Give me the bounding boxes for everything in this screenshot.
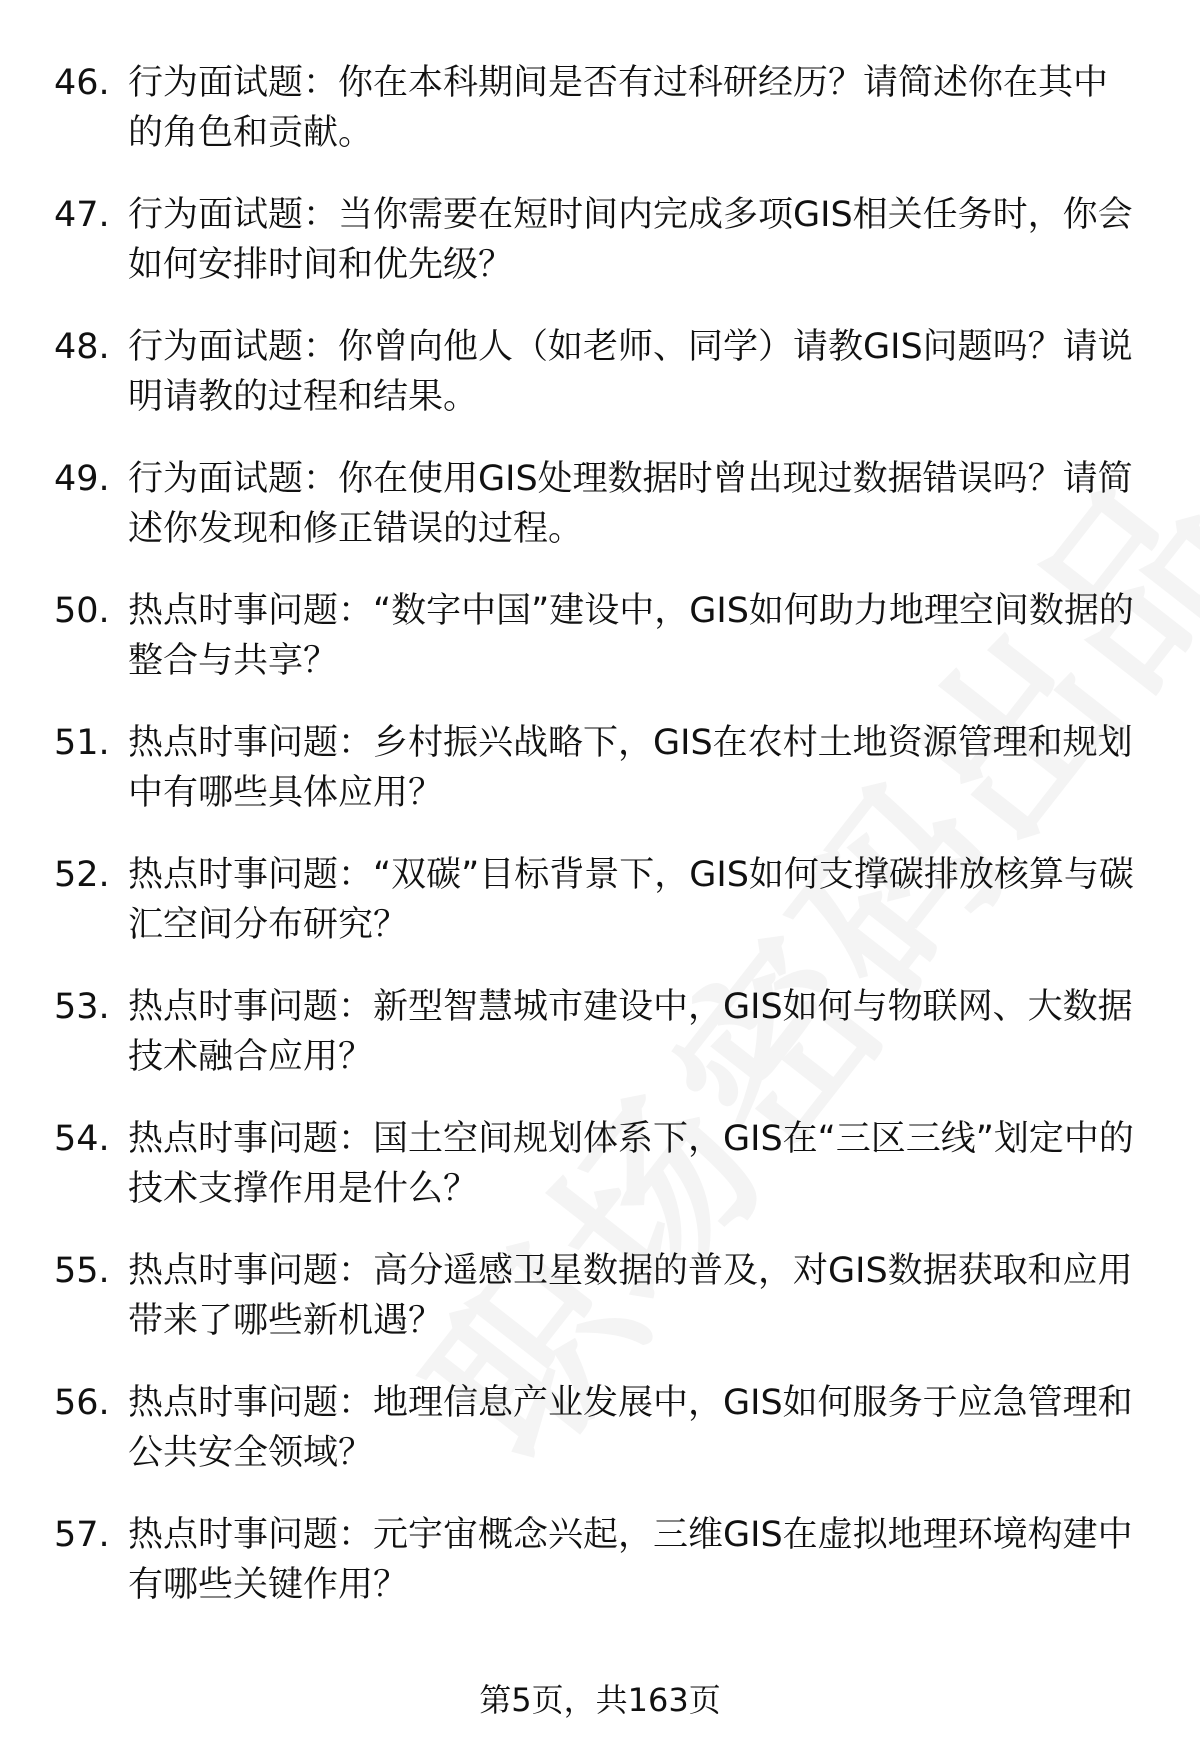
question-text: 热点时事问题：高分遥感卫星数据的普及，对GIS数据获取和应用带来了哪些新机遇？ bbox=[128, 1251, 1133, 1341]
question-text: 热点时事问题：国土空间规划体系下，GIS在“三区三线”划定中的技术支撑作用是什么？ bbox=[128, 1119, 1134, 1209]
question-text: 热点时事问题：乡村振兴战略下，GIS在农村土地资源管理和规划中有哪些具体应用？ bbox=[128, 723, 1133, 813]
question-text: 行为面试题：你在使用GIS处理数据时曾出现过数据错误吗？请简述你发现和修正错误的过程。 bbox=[128, 459, 1133, 549]
question-number: 48. bbox=[54, 327, 110, 367]
question-item-46 bbox=[0, 58, 1200, 190]
question-number: 50. bbox=[54, 591, 110, 631]
question-number: 51. bbox=[54, 723, 110, 763]
question-number: 52. bbox=[54, 855, 110, 895]
question-item-51 bbox=[0, 718, 1200, 850]
question-number: 53. bbox=[54, 987, 110, 1027]
question-text: 热点时事问题：“双碳”目标背景下，GIS如何支撑碳排放核算与碳汇空间分布研究？ bbox=[128, 855, 1134, 945]
question-number: 49. bbox=[54, 459, 110, 499]
question-text: 热点时事问题：地理信息产业发展中，GIS如何服务于应急管理和公共安全领域？ bbox=[128, 1383, 1133, 1473]
question-item-57 bbox=[0, 1510, 1200, 1642]
question-item-52 bbox=[0, 850, 1200, 982]
question-number: 46. bbox=[54, 63, 110, 103]
question-text: 热点时事问题：元宇宙概念兴起，三维GIS在虚拟地理环境构建中有哪些关键作用？ bbox=[128, 1515, 1133, 1605]
question-text: 热点时事问题：新型智慧城市建设中，GIS如何与物联网、大数据技术融合应用？ bbox=[128, 987, 1133, 1077]
question-text: 行为面试题：你曾向他人（如老师、同学）请教GIS问题吗？请说明请教的过程和结果。 bbox=[128, 327, 1133, 417]
question-item-54 bbox=[0, 1114, 1200, 1246]
question-item-53 bbox=[0, 982, 1200, 1114]
question-item-56 bbox=[0, 1378, 1200, 1510]
question-number: 57. bbox=[54, 1515, 110, 1555]
question-text: 热点时事问题：“数字中国”建设中，GIS如何助力地理空间数据的整合与共享？ bbox=[128, 591, 1134, 681]
page-number-label: 第5页，共163页 bbox=[479, 1681, 721, 1719]
question-item-50 bbox=[0, 586, 1200, 718]
question-number: 47. bbox=[54, 195, 110, 235]
question-text: 行为面试题：当你需要在短时间内完成多项GIS相关任务时，你会如何安排时间和优先级？ bbox=[128, 195, 1133, 285]
question-item-49 bbox=[0, 454, 1200, 586]
page-footer bbox=[0, 1678, 1200, 1722]
question-item-47 bbox=[0, 190, 1200, 322]
question-text: 行为面试题：你在本科期间是否有过科研经历？请简述你在其中的角色和贡献。 bbox=[128, 63, 1109, 153]
question-item-48 bbox=[0, 322, 1200, 454]
question-number: 56. bbox=[54, 1383, 110, 1423]
question-number: 54. bbox=[54, 1119, 110, 1159]
question-list bbox=[0, 58, 1200, 1642]
question-item-55 bbox=[0, 1246, 1200, 1378]
question-number: 55. bbox=[54, 1251, 110, 1291]
